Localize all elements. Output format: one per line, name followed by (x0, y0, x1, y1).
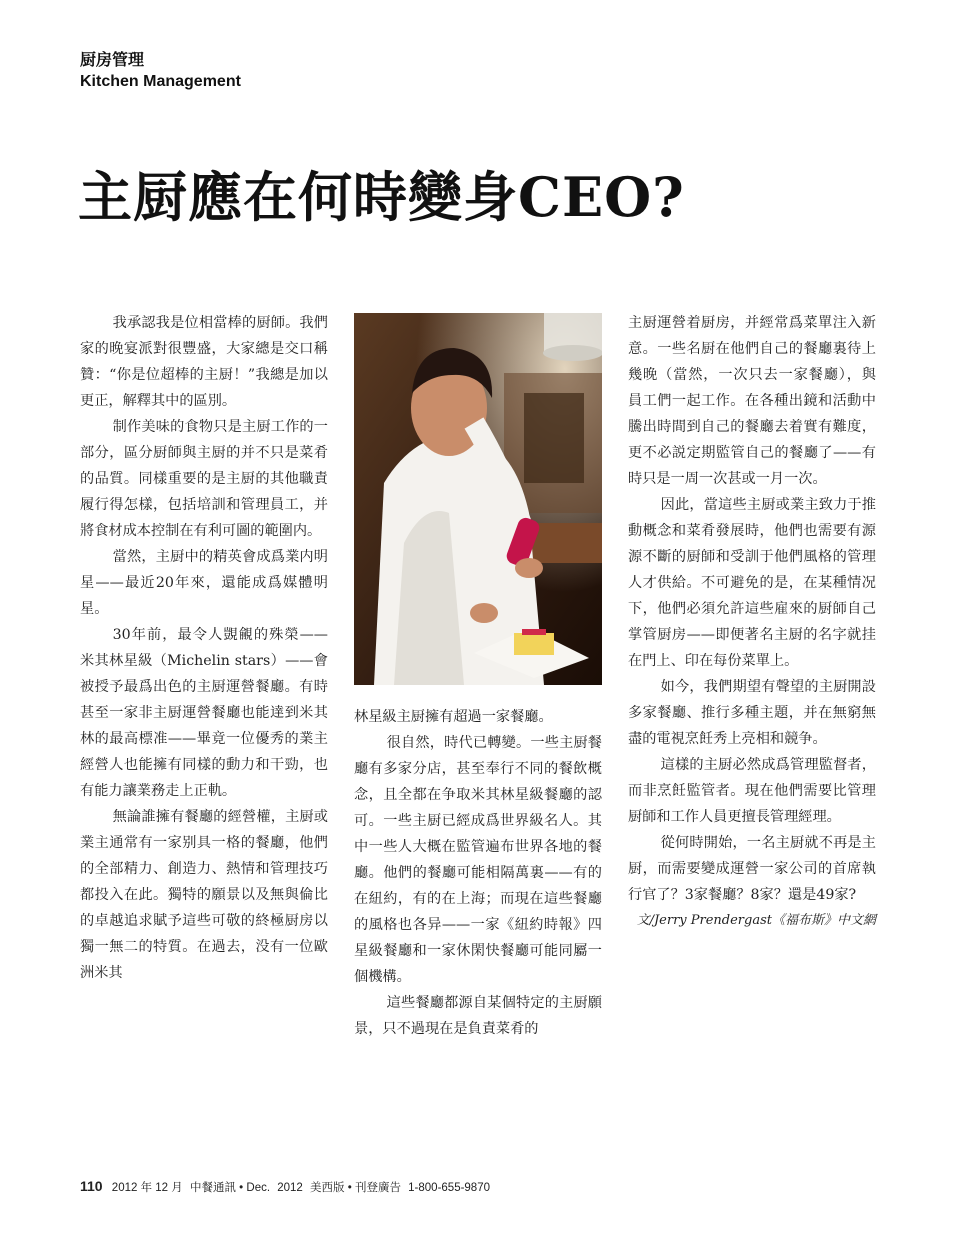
article-column-3 (628, 310, 876, 934)
paragraph: 主厨運營着厨房，并經常爲菜單注入新意。一些名厨在他們自己的餐廳裏待上幾晚（當然，一次只去一家餐廳），與員工們一起工作。在各種出鏡和活動中騰出時間到自己的餐廳去着實有難度，更不必説定期監管自己的餐廳了——有時只是一周一次甚或一月一次。 (628, 315, 876, 487)
paragraph: 很自然，時代已轉變。一些主厨餐廳有多家分店，甚至奉行不同的餐飲概念，且全都在争取米其林星級餐廳的認可。一些主厨已經成爲世界級名人。其中一些人大概在監管遍布世界各地的餐廳。他們的餐廳可能相隔萬裏——有的在紐約，有的在上海；而現在這些餐廳的風格也各异——一家《紐約時報》四星級餐廳和一家休閑快餐廳可能同屬一個機構。 (354, 735, 602, 985)
paragraph: 如今，我們期望有聲望的主厨開設多家餐廳、推行多種主題，并在無窮無盡的電視烹飪秀上亮相和競争。 (628, 679, 876, 747)
section-title-zh: 厨房管理 (80, 52, 145, 69)
footer-edition: 美西版 • 刊登廣告 (310, 1182, 401, 1194)
paragraph: 這些餐廳都源自某個特定的主厨願景，只不過現在是負責菜肴的 (354, 995, 602, 1037)
paragraph: 無論誰擁有餐廳的經營權，主厨或業主通常有一家别具一格的餐廳，他們的全部精力、創造力、熱情和管理技巧都投入在此。獨特的願景以及無與倫比的卓越追求賦予這些可敬的終極厨房以獨一無二的特質。在過去，没有一位歐洲米其 (80, 809, 328, 981)
footer-date: 2012 年 12 月 (111, 1182, 183, 1194)
section-label (80, 50, 241, 92)
paragraph: 30年前，最令人覬覦的殊榮——米其林星級（Michelin stars）——會被授予最爲出色的主厨運營餐廳。有時甚至一家非主厨運營餐廳也能達到米其林的最高標准——畢竟一位優秀的業主經營人也能擁有同樣的動力和干勁，也有能力讓業務走上正軌。 (80, 627, 328, 799)
footer-magazine: 中餐通訊 • Dec. (189, 1182, 271, 1194)
article-column-1 (80, 310, 328, 986)
chef-plating-illustration (354, 313, 602, 685)
article-column-2 (354, 704, 602, 1042)
chef-photo (354, 313, 602, 685)
paragraph: 從何時開始，一名主厨就不再是主厨，而需要變成運營一家公司的首席執行官了？3家餐廳？8家？還是49家? (628, 835, 876, 903)
page-number: 110 (80, 1178, 103, 1194)
paragraph: 當然，主厨中的精英會成爲業内明星——最近20年來，還能成爲媒體明星。 (80, 549, 328, 617)
paragraph: 我承認我是位相當棒的厨師。我們家的晚宴派對很豐盛，大家總是交口稱贊：“你是位超棒的主厨！”我總是加以更正，解釋其中的區別。 (80, 315, 328, 409)
section-title-en: Kitchen Management (80, 73, 241, 90)
paragraph: 這樣的主厨必然成爲管理監督者，而非烹飪監管者。現在他們需要比管理厨師和工作人員更擅長管理經理。 (628, 757, 876, 825)
paragraph: 因此，當這些主厨或業主致力于推動概念和菜肴發展時，他們也需要有源源不斷的厨師和受訓于他們風格的管理人才供給。不可避免的是，在某種情况下，他們必須允許這些雇來的厨師自己掌管厨房——即便著名主厨的名字就挂在門上、印在每份菜單上。 (628, 497, 876, 669)
paragraph: 制作美味的食物只是主厨工作的一部分，區分厨師與主厨的并不只是菜肴的品質。同樣重要的是主厨的其他職責履行得怎樣，包括培訓和管理員工，并將食材成本控制在有利可圖的範圍内。 (80, 419, 328, 539)
article-title: 主厨應在何時變身CEO? (78, 165, 685, 229)
page-footer (80, 1178, 494, 1195)
paragraph: 林星級主厨擁有超過一家餐廳。 (354, 709, 553, 725)
footer-phone: 1-800-655-9870 (408, 1182, 490, 1194)
footer-year: 2012 (277, 1182, 303, 1194)
article-byline: 文/Jerry Prendergast《福布斯》中文網 (636, 913, 876, 928)
